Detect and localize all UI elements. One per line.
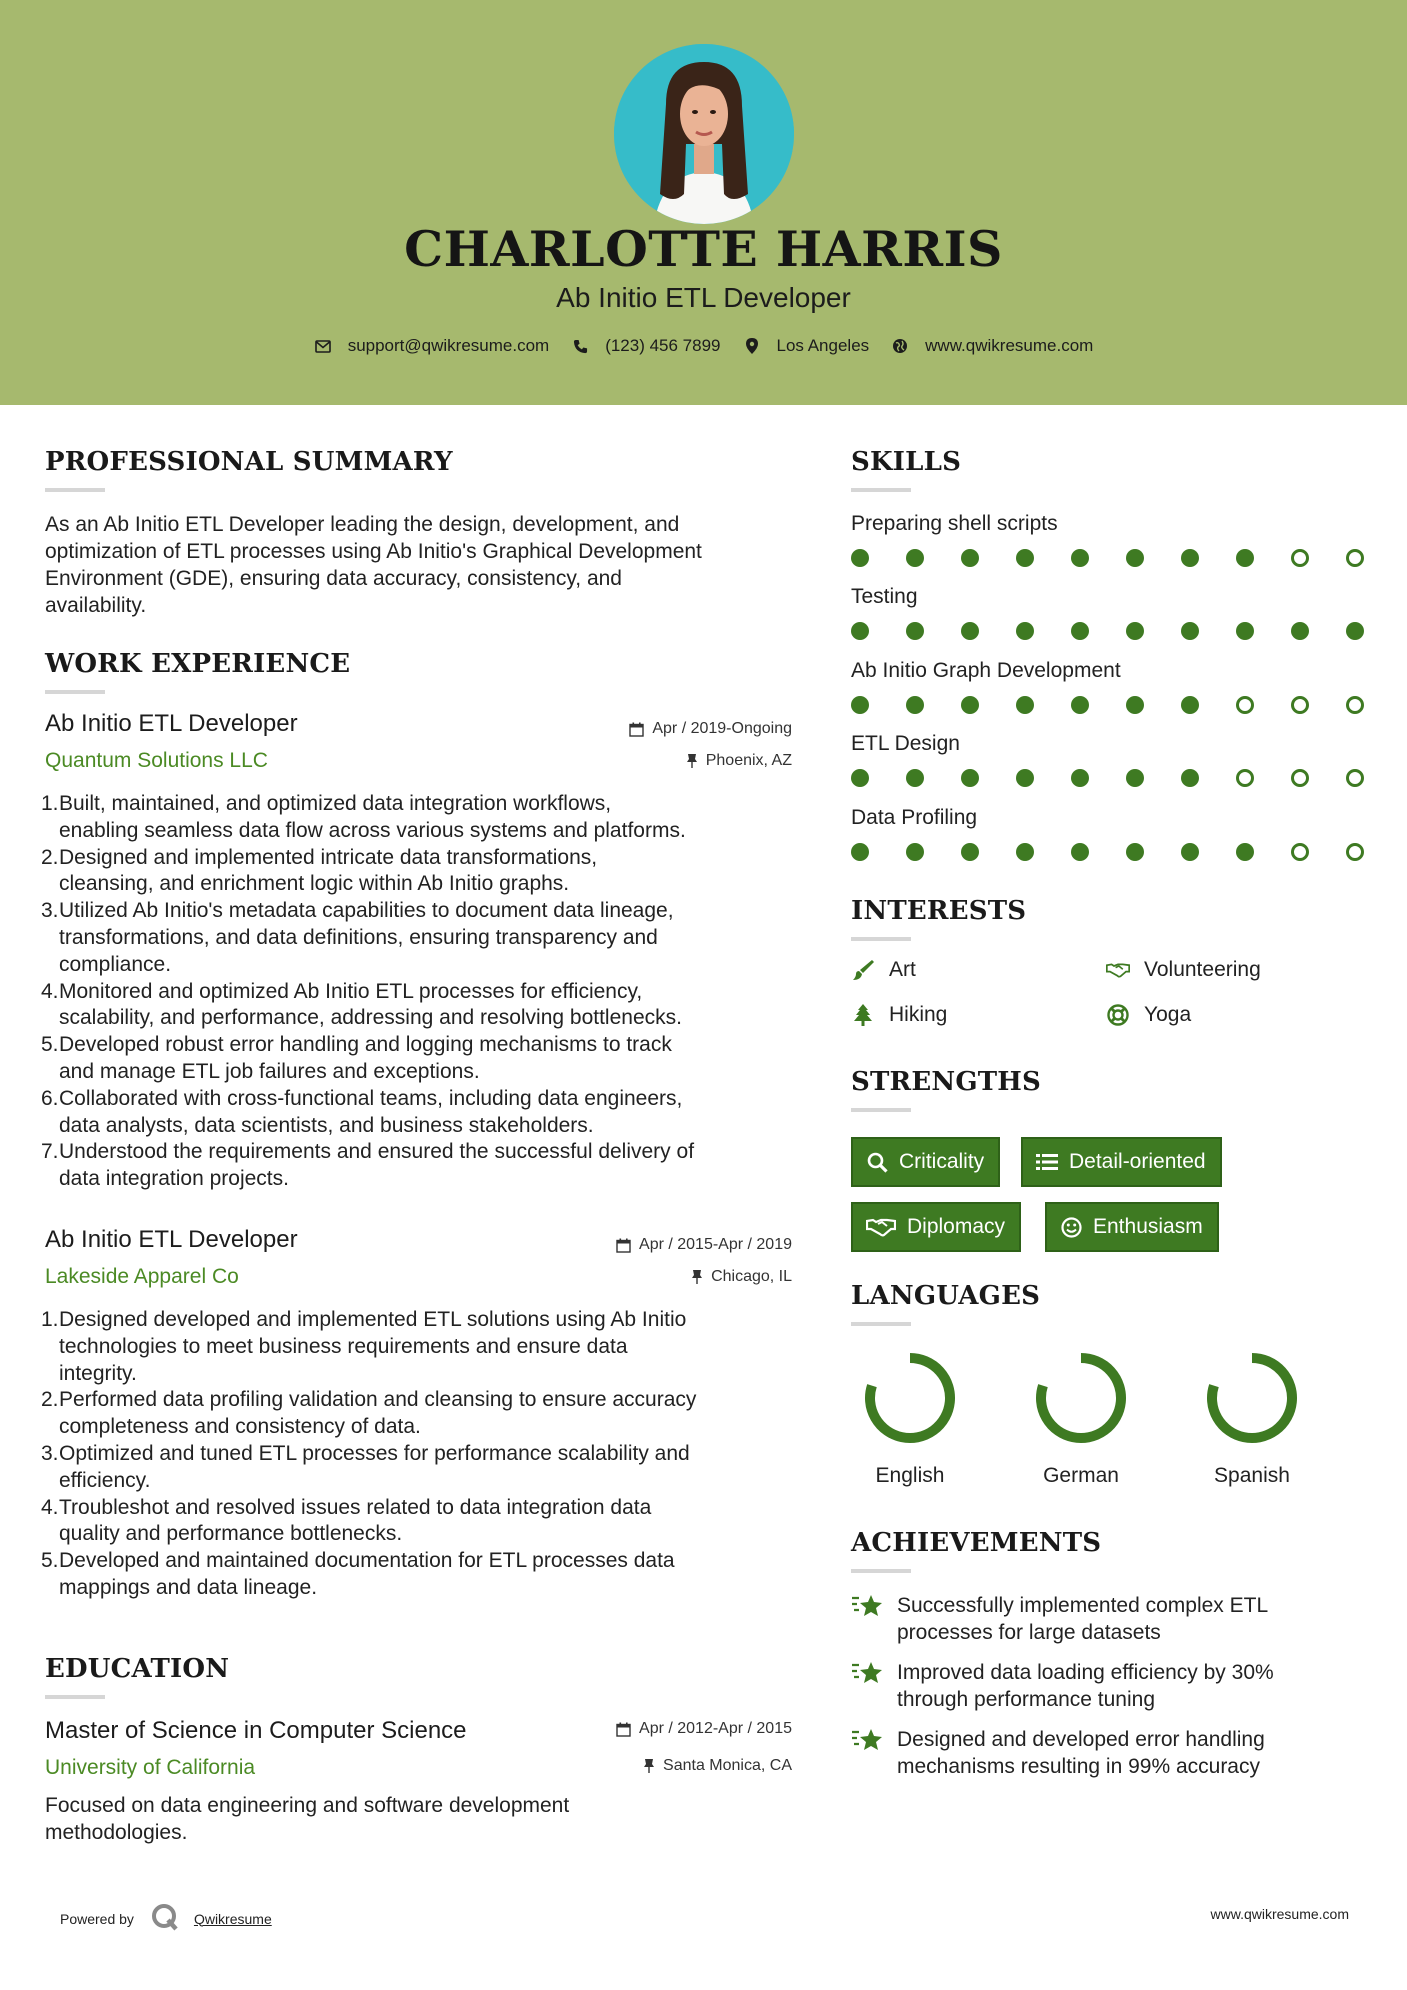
list-item: 7. Understood the requirements and ensured the successful delivery of data integration projects. <box>41 1140 695 1191</box>
experience-heading: WORK EXPERIENCE <box>45 649 351 679</box>
skill-rating <box>851 622 1361 642</box>
skill-dot-filled <box>1181 622 1199 640</box>
skill-dot-empty <box>1236 696 1254 714</box>
job-company: Lakeside Apparel Co <box>45 1265 239 1288</box>
education-date <box>500 1720 792 1738</box>
list-item: 5. Developed and maintained documentation for ETL processes data mappings and data lineage. <box>41 1549 675 1599</box>
pushpin-icon <box>691 1269 703 1285</box>
summary-line: Environment (GDE), ensuring data accuracy, consistency, and <box>45 567 622 590</box>
interest-label: Yoga <box>1144 1003 1192 1026</box>
achievement-text: Designed and developed error handling mechanisms resulting in 99% accuracy <box>897 1728 1265 1778</box>
job-company: Quantum Solutions LLC <box>45 749 268 772</box>
degree-title: Master of Science in Computer Science <box>45 1717 467 1744</box>
strength-tag-criticality <box>851 1137 1000 1187</box>
skill-dot-filled <box>1071 769 1089 787</box>
list-item: 1. Built, maintained, and optimized data integration workflows, enabling seamless data flow across various systems and platforms. <box>41 792 686 842</box>
list-item: 3. Utilized Ab Initio's metadata capabilities to document data lineage, transformations, and data definitions, ensuring transparency and compliance. <box>41 899 674 976</box>
education-line: Focused on data engineering and software development <box>45 1794 570 1817</box>
skill-dot-empty <box>1346 696 1364 714</box>
profile-photo-illustration <box>614 44 794 224</box>
job-bullets <box>41 791 811 1193</box>
contact-website[interactable] <box>891 336 1093 356</box>
skill-dot-empty <box>1291 549 1309 567</box>
achievement-text: Improved data loading efficiency by 30% through performance tuning <box>897 1661 1274 1711</box>
skill-dot-filled <box>961 549 979 567</box>
achievement-text: Successfully implemented complex ETL processes for large datasets <box>897 1594 1269 1644</box>
education-location <box>500 1757 792 1775</box>
skill-dot-filled <box>1126 549 1144 567</box>
list-item: 4. Monitored and optimized Ab Initio ETL processes for efficiency, scalability, and performance, addressing and resolving bottlenecks. <box>41 979 682 1030</box>
skill-dot-filled <box>1236 843 1254 861</box>
skill-name: Preparing shell scripts <box>851 512 1058 535</box>
skill-dot-filled <box>1126 843 1144 861</box>
achievement-item <box>851 1726 1341 1780</box>
skill-dot-filled <box>1126 696 1144 714</box>
skill-dot-filled <box>1071 549 1089 567</box>
skill-dot-filled <box>906 696 924 714</box>
education-line: methodologies. <box>45 1821 188 1844</box>
star-award-icon <box>851 1726 885 1756</box>
language-label: German <box>1043 1464 1119 1487</box>
strength-label: Enthusiasm <box>1093 1215 1203 1238</box>
handshake-icon <box>865 1215 897 1239</box>
education-description <box>45 1792 805 1846</box>
skill-dot-filled <box>961 696 979 714</box>
skill-dot-filled <box>1126 622 1144 640</box>
skill-name: ETL Design <box>851 732 960 755</box>
experience-rule <box>45 690 105 694</box>
skill-dot-empty <box>1236 769 1254 787</box>
skill-dot-filled <box>1236 549 1254 567</box>
skill-name: Ab Initio Graph Development <box>851 659 1121 682</box>
envelope-icon <box>314 337 332 355</box>
interests-heading: INTERESTS <box>851 896 1027 926</box>
job-location-text: Phoenix, AZ <box>705 752 792 769</box>
job-date <box>500 1236 792 1254</box>
achievement-item <box>851 1592 1341 1646</box>
language-spanish <box>1187 1350 1317 1488</box>
language-ring <box>862 1350 958 1446</box>
interests-rule <box>851 937 911 941</box>
job-date-text: Apr / 2015-Apr / 2019 <box>639 1236 792 1253</box>
brand-link[interactable]: Qwikresume <box>193 1910 272 1927</box>
skill-dot-filled <box>961 622 979 640</box>
achievements-rule <box>851 1569 911 1573</box>
language-ring-arc <box>1041 1358 1121 1438</box>
job-location <box>500 1268 792 1286</box>
interest-hiking <box>851 1003 947 1027</box>
skill-dot-filled <box>1291 622 1309 640</box>
language-german <box>1016 1350 1146 1488</box>
skill-dot-filled <box>1016 622 1034 640</box>
strength-tag-detail-oriented <box>1021 1137 1222 1187</box>
qwikresume-logo-icon <box>150 1902 180 1935</box>
paintbrush-icon <box>851 958 875 982</box>
tree-icon <box>851 1003 875 1027</box>
list-item: 6. Collaborated with cross-functional teams, including data engineers, data analysts, data scientists, and business stakeholders. <box>41 1086 683 1137</box>
website-text: www.qwikresume.com <box>925 336 1094 355</box>
job-location <box>500 752 792 770</box>
contact-location <box>743 336 870 356</box>
skill-dot-filled <box>1016 843 1034 861</box>
skill-dot-empty <box>1291 843 1309 861</box>
skill-rating <box>851 549 1361 569</box>
skill-dot-empty <box>1291 696 1309 714</box>
map-pin-icon <box>743 337 761 355</box>
skill-dot-filled <box>906 769 924 787</box>
skill-dot-filled <box>1071 696 1089 714</box>
skill-dot-filled <box>1016 549 1034 567</box>
skill-dot-filled <box>1016 696 1034 714</box>
summary-line: optimization of ETL processes using Ab Initio's Graphical Development <box>45 540 702 563</box>
school-name: University of California <box>45 1756 256 1779</box>
calendar-icon <box>616 1238 631 1253</box>
summary-line: availability. <box>45 594 147 617</box>
job-title: Ab Initio ETL Developer <box>45 710 298 737</box>
skill-dot-filled <box>851 696 869 714</box>
summary-text <box>45 511 805 619</box>
interest-label: Hiking <box>889 1003 948 1026</box>
pushpin-icon <box>686 753 698 769</box>
strengths-rule <box>851 1108 911 1112</box>
job-bullets <box>41 1307 811 1602</box>
skill-dot-filled <box>851 769 869 787</box>
job-date <box>500 720 792 738</box>
skill-dot-empty <box>1346 549 1364 567</box>
language-english <box>845 1350 975 1488</box>
candidate-name: CHARLOTTE HARRIS <box>404 220 1003 278</box>
skill-dot-empty <box>1291 769 1309 787</box>
skills-rule <box>851 488 911 492</box>
strength-tag-diplomacy <box>851 1202 1021 1252</box>
job-date-text: Apr / 2019-Ongoing <box>652 720 792 737</box>
interest-label: Art <box>889 958 916 981</box>
list-item: 1. Designed developed and implemented ETL solutions using Ab Initio technologies to meet business requirements and ensure data integrity. <box>41 1308 687 1385</box>
summary-line: As an Ab Initio ETL Developer leading the design, development, and <box>45 513 680 536</box>
language-ring-arc <box>1212 1358 1292 1438</box>
job-title: Ab Initio ETL Developer <box>45 1226 298 1253</box>
skill-dot-filled <box>906 549 924 567</box>
email-text: support@qwikresume.com <box>347 336 550 355</box>
skill-dot-filled <box>1181 696 1199 714</box>
summary-rule <box>45 488 105 492</box>
footer-website[interactable]: www.qwikresume.com <box>1210 1906 1349 1922</box>
skill-dot-filled <box>1071 622 1089 640</box>
phone-icon <box>571 337 589 355</box>
contact-phone[interactable] <box>571 336 720 356</box>
list-item: 4. Troubleshot and resolved issues related to data integration data quality and performance bottlenecks. <box>41 1495 652 1546</box>
skill-dot-filled <box>1181 549 1199 567</box>
skill-dot-filled <box>1181 769 1199 787</box>
list-item: 2. Designed and implemented intricate data transformations, cleansing, and enrichment logic within Ab Initio graphs. <box>41 845 598 896</box>
strength-label: Criticality <box>899 1150 985 1173</box>
contact-bar <box>0 336 1407 356</box>
skill-name: Testing <box>851 585 918 608</box>
handshake-icon <box>1106 958 1130 982</box>
strength-label: Diplomacy <box>907 1215 1006 1238</box>
language-ring <box>1204 1350 1300 1446</box>
list-icon <box>1035 1150 1059 1174</box>
skill-dot-filled <box>906 843 924 861</box>
footer-powered-by <box>60 1902 272 1935</box>
resume-header <box>0 0 1407 405</box>
skill-dot-filled <box>961 843 979 861</box>
education-heading: EDUCATION <box>45 1654 230 1684</box>
interest-label: Volunteering <box>1144 958 1261 981</box>
skill-rating <box>851 696 1361 716</box>
language-ring <box>1033 1350 1129 1446</box>
skill-dot-filled <box>1126 769 1144 787</box>
skill-rating <box>851 769 1361 789</box>
smile-icon <box>1059 1215 1083 1239</box>
achievements-heading: ACHIEVEMENTS <box>851 1528 1102 1558</box>
skill-rating <box>851 843 1361 863</box>
skill-dot-filled <box>851 622 869 640</box>
candidate-role: Ab Initio ETL Developer <box>556 282 851 313</box>
education-date-text: Apr / 2012-Apr / 2015 <box>639 1720 792 1737</box>
list-item: 2. Performed data profiling validation and cleansing to ensure accuracy completeness and consistency of data. <box>41 1388 697 1439</box>
location-text: Los Angeles <box>776 336 870 355</box>
powered-by-text: Powered by <box>60 1910 134 1927</box>
strengths-heading: STRENGTHS <box>851 1067 1042 1097</box>
education-rule <box>45 1695 105 1699</box>
skill-dot-filled <box>1016 769 1034 787</box>
education-location-text: Santa Monica, CA <box>663 1757 792 1774</box>
skill-dot-filled <box>906 622 924 640</box>
languages-heading: LANGUAGES <box>851 1281 1041 1311</box>
summary-heading: PROFESSIONAL SUMMARY <box>45 447 453 477</box>
profile-photo <box>614 44 794 224</box>
list-item: 5. Developed robust error handling and logging mechanisms to track and manage ETL job failures and exceptions. <box>41 1033 672 1083</box>
skill-name: Data Profiling <box>851 806 978 829</box>
interest-yoga <box>1106 1003 1191 1027</box>
calendar-icon <box>616 1722 631 1737</box>
job-location-text: Chicago, IL <box>711 1268 792 1285</box>
skill-dot-filled <box>851 549 869 567</box>
skill-dot-filled <box>961 769 979 787</box>
language-label: English <box>875 1464 945 1487</box>
language-label: Spanish <box>1214 1464 1290 1487</box>
globe-icon <box>891 337 909 355</box>
language-ring-arc <box>870 1358 950 1438</box>
skills-heading: SKILLS <box>851 447 962 477</box>
skill-dot-empty <box>1346 843 1364 861</box>
skill-dot-filled <box>851 843 869 861</box>
achievement-item <box>851 1659 1341 1713</box>
languages-rule <box>851 1322 911 1326</box>
skill-dot-filled <box>1236 622 1254 640</box>
pushpin-icon <box>643 1758 655 1774</box>
interest-volunteering <box>1106 958 1261 982</box>
skill-dot-filled <box>1071 843 1089 861</box>
skill-dot-filled <box>1346 622 1364 640</box>
search-icon <box>865 1150 889 1174</box>
star-award-icon <box>851 1592 885 1622</box>
strength-tag-enthusiasm <box>1045 1202 1219 1252</box>
strength-label: Detail-oriented <box>1069 1150 1206 1173</box>
skill-dot-filled <box>1181 843 1199 861</box>
calendar-icon <box>629 722 644 737</box>
contact-email[interactable] <box>314 336 550 356</box>
phone-text: (123) 456 7899 <box>605 336 721 355</box>
lifebuoy-icon <box>1106 1003 1130 1027</box>
interest-art <box>851 958 916 982</box>
skill-dot-empty <box>1346 769 1364 787</box>
list-item: 3. Optimized and tuned ETL processes for performance scalability and efficiency. <box>41 1441 690 1492</box>
star-award-icon <box>851 1659 885 1689</box>
